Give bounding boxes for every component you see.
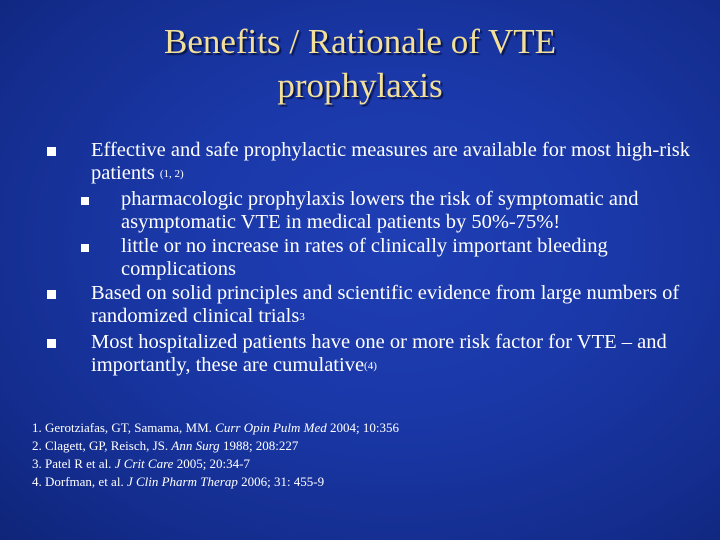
square-bullet-icon: [81, 244, 89, 252]
bullet-text: Based on solid principles and scientific evidence from large numbers of randomized clinical trials: [91, 282, 680, 327]
reference-details: 1988; 208:227: [219, 438, 299, 453]
square-bullet-icon: [47, 290, 56, 299]
reference-authors: 1. Gerotziafas, GT, Samama, MM.: [32, 420, 216, 435]
reference-list: [32, 419, 692, 491]
bullet-list: [0, 139, 720, 380]
slide-title: [0, 20, 720, 108]
square-bullet-icon: [47, 339, 56, 348]
sub-bullet-item: [0, 235, 681, 280]
reference-authors: 3. Patel R et al.: [32, 456, 115, 471]
reference-item: [32, 437, 692, 455]
bullet-text: Most hospitalized patients have one or more risk factor for VTE – and importantly, these are cumulative: [91, 331, 667, 376]
square-bullet-icon: [81, 197, 89, 205]
sub-bullet-text: little or no increase in rates of clinically important bleeding complications: [121, 235, 608, 280]
citation: (4): [364, 359, 377, 372]
reference-details: 2005; 20:34-7: [173, 456, 250, 471]
square-bullet-icon: [47, 147, 56, 156]
reference-details: 2006; 31: 455-9: [237, 474, 325, 489]
reference-journal: J Crit Care: [114, 456, 174, 471]
bullet-text: Effective and safe prophylactic measures are available for most high-risk patients: [91, 139, 691, 184]
bullet-item: [0, 331, 691, 377]
sub-bullet-item: [0, 188, 681, 233]
reference-journal: J Clin Pharm Therap: [126, 474, 238, 489]
title-line-2: prophylaxis: [277, 66, 443, 105]
citation: 3: [299, 310, 305, 323]
reference-authors: 4. Dorfman, et al.: [32, 474, 127, 489]
reference-journal: Ann Surg: [171, 438, 220, 453]
sub-bullet-text: pharmacologic prophylaxis lowers the risk of symptomatic and asymptomatic VTE in medical patients by 50%-75%!: [121, 188, 639, 233]
reference-details: 2004; 10:356: [326, 420, 399, 435]
reference-authors: 2. Clagett, GP, Reisch, JS.: [32, 438, 172, 453]
reference-item: [32, 419, 692, 437]
reference-journal: Curr Opin Pulm Med: [215, 420, 327, 435]
reference-item: [32, 473, 692, 491]
bullet-item: [0, 139, 691, 185]
bullet-item: [0, 282, 691, 328]
citation: (1, 2): [159, 167, 184, 180]
reference-item: [32, 455, 692, 473]
title-line-1: Benefits / Rationale of VTE: [163, 22, 557, 61]
